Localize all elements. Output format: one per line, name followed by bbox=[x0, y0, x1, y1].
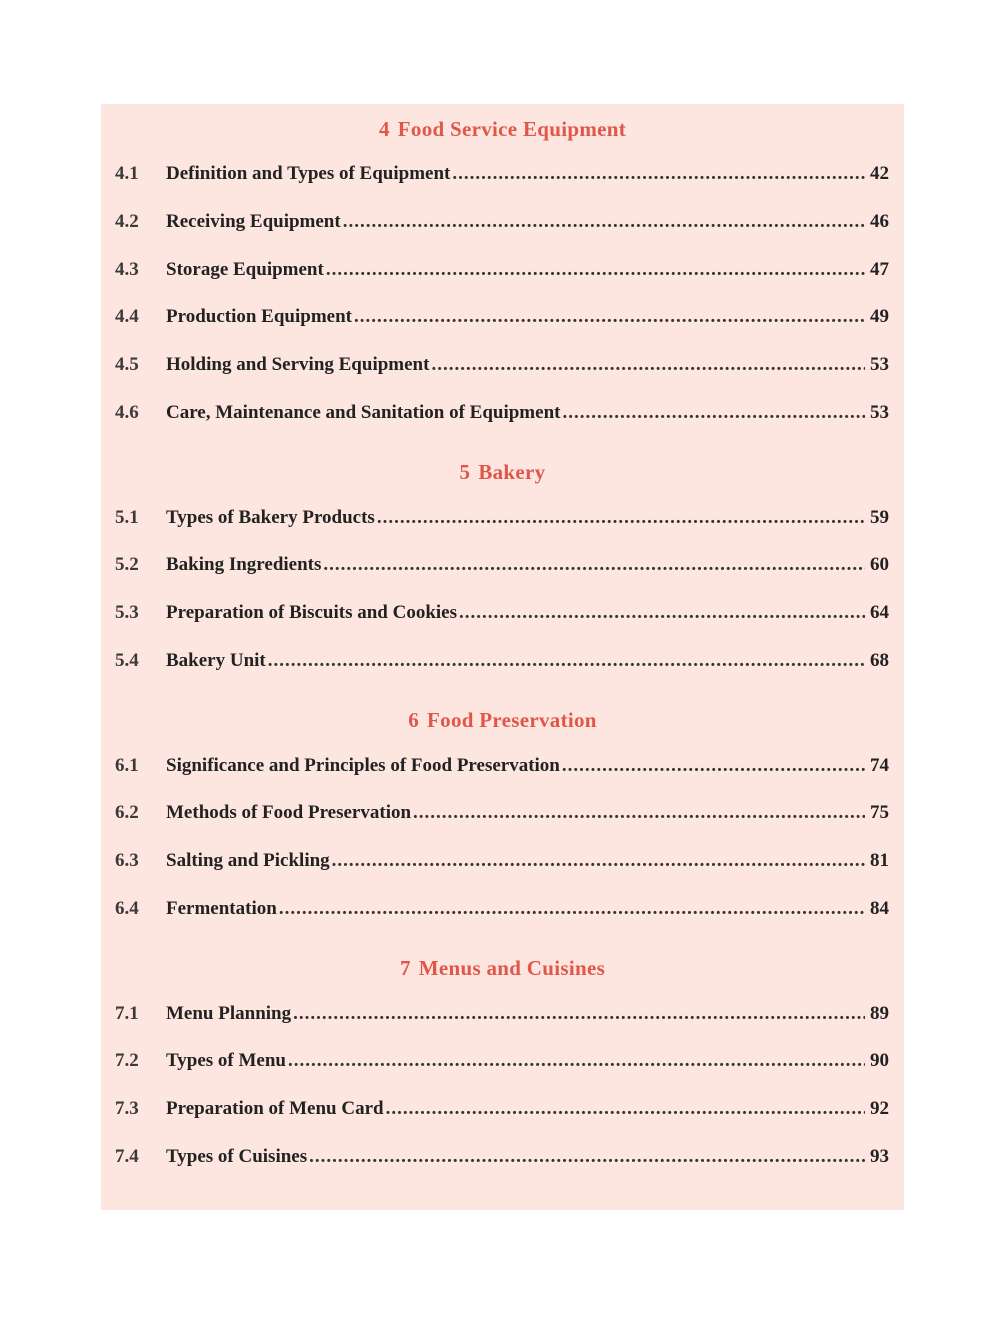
section-number: 7.4 bbox=[115, 1146, 139, 1167]
section-title: Methods of Food Preservation bbox=[166, 802, 412, 823]
toc-entry-7-3[interactable] bbox=[115, 1096, 889, 1122]
section-number: 7.2 bbox=[115, 1050, 139, 1071]
dot-leader bbox=[452, 161, 865, 187]
section-number: 4.6 bbox=[115, 402, 139, 423]
section-title: Holding and Serving Equipment bbox=[166, 354, 430, 375]
section-title: Types of Bakery Products bbox=[166, 507, 375, 528]
toc-entry-4-6[interactable] bbox=[115, 400, 889, 426]
page-number: 74 bbox=[870, 755, 889, 776]
page-number: 93 bbox=[870, 1146, 889, 1167]
section-title: Significance and Principles of Food Preservation bbox=[166, 755, 560, 776]
dot-leader bbox=[377, 505, 865, 531]
toc-entry-4-2[interactable] bbox=[115, 209, 889, 235]
toc-entry-6-1[interactable] bbox=[115, 753, 889, 779]
section-number: 4.5 bbox=[115, 354, 139, 375]
section-number: 6.3 bbox=[115, 850, 139, 871]
page-number: 59 bbox=[870, 507, 889, 528]
section-title: Fermentation bbox=[166, 898, 277, 919]
section-number: 6.1 bbox=[115, 755, 139, 776]
chapter-heading-7 bbox=[101, 955, 904, 981]
toc-entry-6-3[interactable] bbox=[115, 848, 889, 874]
chapter-title: Food Preservation bbox=[427, 708, 597, 732]
page-number: 75 bbox=[870, 802, 889, 823]
dot-leader bbox=[459, 600, 865, 626]
chapter-number: 7 bbox=[399, 956, 411, 980]
page-number: 84 bbox=[870, 898, 889, 919]
page-number: 53 bbox=[870, 402, 889, 423]
page-number: 64 bbox=[870, 602, 889, 623]
section-number: 4.4 bbox=[115, 306, 139, 327]
table-of-contents-panel bbox=[101, 104, 904, 1210]
section-number: 4.2 bbox=[115, 211, 139, 232]
dot-leader bbox=[343, 209, 865, 235]
page-number: 53 bbox=[870, 354, 889, 375]
section-title: Types of Menu bbox=[166, 1050, 286, 1071]
section-title: Receiving Equipment bbox=[166, 211, 341, 232]
page-number: 60 bbox=[870, 554, 889, 575]
chapter-number: 5 bbox=[459, 460, 471, 484]
section-title: Bakery Unit bbox=[166, 650, 266, 671]
toc-entry-7-1[interactable] bbox=[115, 1001, 889, 1027]
toc-entry-7-4[interactable] bbox=[115, 1144, 889, 1170]
page-number: 47 bbox=[870, 259, 889, 280]
page-number: 42 bbox=[870, 163, 889, 184]
dot-leader bbox=[431, 352, 865, 378]
chapter-title: Food Service Equipment bbox=[397, 117, 627, 141]
toc-entry-7-2[interactable] bbox=[115, 1048, 889, 1074]
chapter-title: Bakery bbox=[478, 460, 546, 484]
chapter-heading-4 bbox=[101, 116, 904, 142]
section-title: Menu Planning bbox=[166, 1003, 292, 1024]
section-title: Baking Ingredients bbox=[166, 554, 322, 575]
section-number: 7.3 bbox=[115, 1098, 139, 1119]
dot-leader bbox=[323, 552, 865, 578]
toc-entry-4-5[interactable] bbox=[115, 352, 889, 378]
dot-leader bbox=[413, 800, 865, 826]
dot-leader bbox=[562, 753, 865, 779]
section-title: Salting and Pickling bbox=[166, 850, 330, 871]
chapter-heading-6 bbox=[101, 707, 904, 733]
dot-leader bbox=[354, 304, 865, 330]
section-number: 5.1 bbox=[115, 507, 139, 528]
toc-entry-5-3[interactable] bbox=[115, 600, 889, 626]
toc-entry-5-4[interactable] bbox=[115, 648, 889, 674]
toc-entry-5-1[interactable] bbox=[115, 505, 889, 531]
section-number: 5.4 bbox=[115, 650, 139, 671]
section-number: 6.4 bbox=[115, 898, 139, 919]
chapter-number: 6 bbox=[408, 708, 420, 732]
page-number: 68 bbox=[870, 650, 889, 671]
section-title: Preparation of Biscuits and Cookies bbox=[166, 602, 458, 623]
page-number: 92 bbox=[870, 1098, 889, 1119]
toc-entry-5-2[interactable] bbox=[115, 552, 889, 578]
dot-leader bbox=[288, 1048, 865, 1074]
toc-entry-6-4[interactable] bbox=[115, 896, 889, 922]
section-number: 5.2 bbox=[115, 554, 139, 575]
chapter-title: Menus and Cuisines bbox=[418, 956, 606, 980]
dot-leader bbox=[279, 896, 865, 922]
toc-entry-4-3[interactable] bbox=[115, 257, 889, 283]
section-title: Definition and Types of Equipment bbox=[166, 163, 451, 184]
section-number: 5.3 bbox=[115, 602, 139, 623]
chapter-heading-5 bbox=[101, 459, 904, 485]
page-number: 89 bbox=[870, 1003, 889, 1024]
dot-leader bbox=[386, 1096, 865, 1122]
toc-entry-4-1[interactable] bbox=[115, 161, 889, 187]
dot-leader bbox=[268, 648, 865, 674]
page-number: 90 bbox=[870, 1050, 889, 1071]
dot-leader bbox=[326, 257, 865, 283]
section-title: Preparation of Menu Card bbox=[166, 1098, 384, 1119]
section-number: 4.3 bbox=[115, 259, 139, 280]
dot-leader bbox=[332, 848, 865, 874]
page-number: 49 bbox=[870, 306, 889, 327]
toc-entry-6-2[interactable] bbox=[115, 800, 889, 826]
section-title: Types of Cuisines bbox=[166, 1146, 308, 1167]
section-title: Production Equipment bbox=[166, 306, 352, 327]
chapter-number: 4 bbox=[378, 117, 390, 141]
page-number: 81 bbox=[870, 850, 889, 871]
dot-leader bbox=[293, 1001, 865, 1027]
section-title: Storage Equipment bbox=[166, 259, 324, 280]
section-number: 4.1 bbox=[115, 163, 139, 184]
section-title: Care, Maintenance and Sanitation of Equipment bbox=[166, 402, 561, 423]
dot-leader bbox=[309, 1144, 865, 1170]
section-number: 7.1 bbox=[115, 1003, 139, 1024]
page-number: 46 bbox=[870, 211, 889, 232]
toc-entry-4-4[interactable] bbox=[115, 304, 889, 330]
dot-leader bbox=[562, 400, 865, 426]
section-number: 6.2 bbox=[115, 802, 139, 823]
